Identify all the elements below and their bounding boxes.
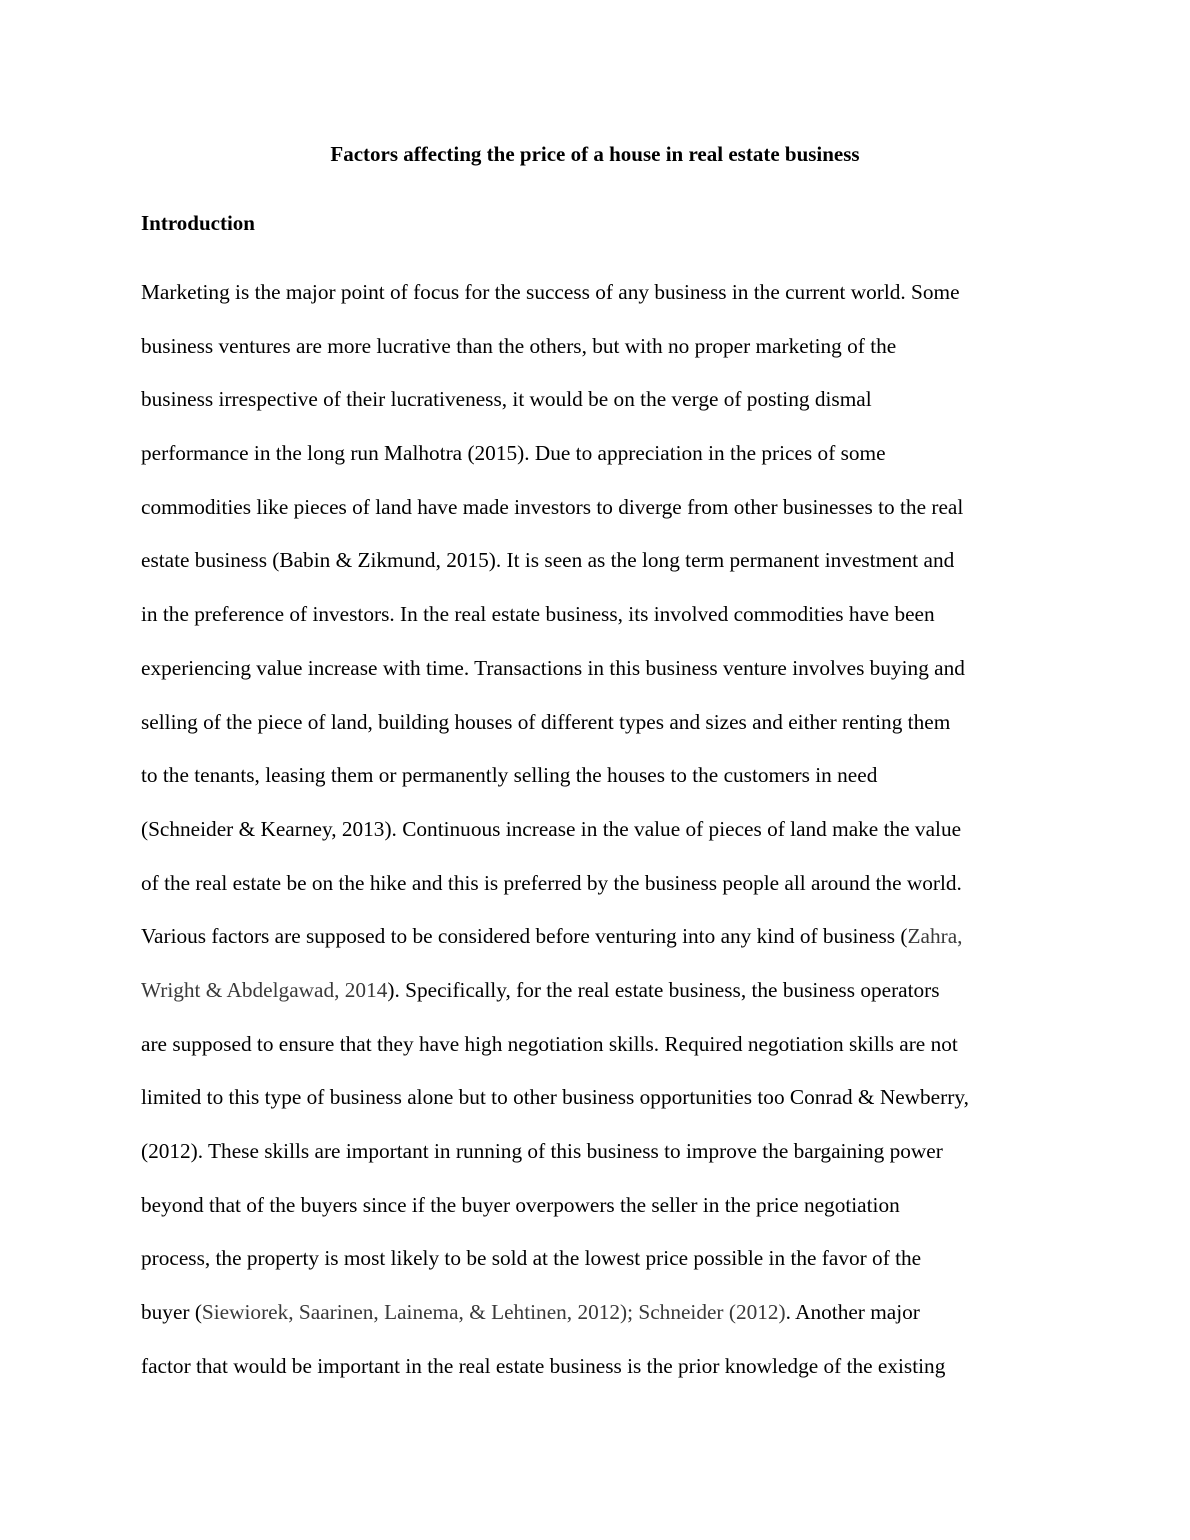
paragraph-line: (2012). These skills are important in running of this business to improve the bargaining power — [141, 1139, 943, 1163]
citation-link: Zahra, — [907, 924, 963, 949]
paragraph-line: selling of the piece of land, building houses of different types and sizes and either renting them — [141, 709, 951, 734]
body-paragraph — [141, 278, 1061, 1405]
line-text: . Another major — [785, 1300, 920, 1325]
line-text: ). Specifically, for the real estate business, the business operators — [387, 977, 940, 1002]
line-text: Various factors are supposed to be considered before venturing into any kind of business ( — [141, 924, 908, 949]
paragraph-line: business ventures are more lucrative than the others, but with no proper marketing of the — [141, 333, 897, 358]
paragraph-line: are supposed to ensure that they have high negotiation skills. Required negotiation skills are not — [141, 1031, 958, 1056]
citation-link: Wright & Abdelgawad, 2014 — [141, 977, 388, 1002]
citation-link: Siewiorek, Saarinen, Lainema, & Lehtinen, 2012); Schneider (2012) — [201, 1300, 786, 1325]
paragraph-line: limited to this type of business alone but to other business opportunities too Conrad & Newberry, — [141, 1085, 969, 1110]
paragraph-line: process, the property is most likely to be sold at the lowest price possible in the favor of the — [141, 1246, 922, 1271]
paragraph-line: (Schneider & Kearney, 2013). Continuous increase in the value of pieces of land make the value — [141, 816, 962, 841]
paragraph-line: to the tenants, leasing them or permanently selling the houses to the customers in need — [141, 763, 878, 788]
paragraph-line: experiencing value increase with time. Transactions in this business venture involves buying and — [141, 655, 965, 680]
paragraph-line: estate business (Babin & Zikmund, 2015). It is seen as the long term permanent investment and — [141, 548, 955, 573]
paragraph-line: performance in the long run Malhotra (2015). Due to appreciation in the prices of some — [141, 441, 886, 466]
section-heading: Introduction — [141, 211, 255, 235]
paragraph-line — [141, 922, 1061, 976]
paragraph-line: of the real estate be on the hike and this is preferred by the business people all around the world. — [141, 870, 962, 895]
document-title: Factors affecting the price of a house in real estate business — [330, 142, 860, 166]
paragraph-line: business irrespective of their lucrativeness, it would be on the verge of posting dismal — [141, 387, 872, 412]
paragraph-line: Marketing is the major point of focus for the success of any business in the current world. Some — [141, 280, 960, 304]
line-text: buyer ( — [141, 1300, 202, 1325]
paragraph-line: factor that would be important in the real estate business is the prior knowledge of the existing — [141, 1353, 946, 1378]
paragraph-line: in the preference of investors. In the real estate business, its involved commodities have been — [141, 602, 935, 627]
paragraph-line: beyond that of the buyers since if the buyer overpowers the seller in the price negotiation — [141, 1192, 900, 1217]
paragraph-line — [141, 1298, 1061, 1352]
paragraph-line: commodities like pieces of land have made investors to diverge from other businesses to the real — [141, 494, 964, 519]
paragraph-line — [141, 976, 1061, 1030]
